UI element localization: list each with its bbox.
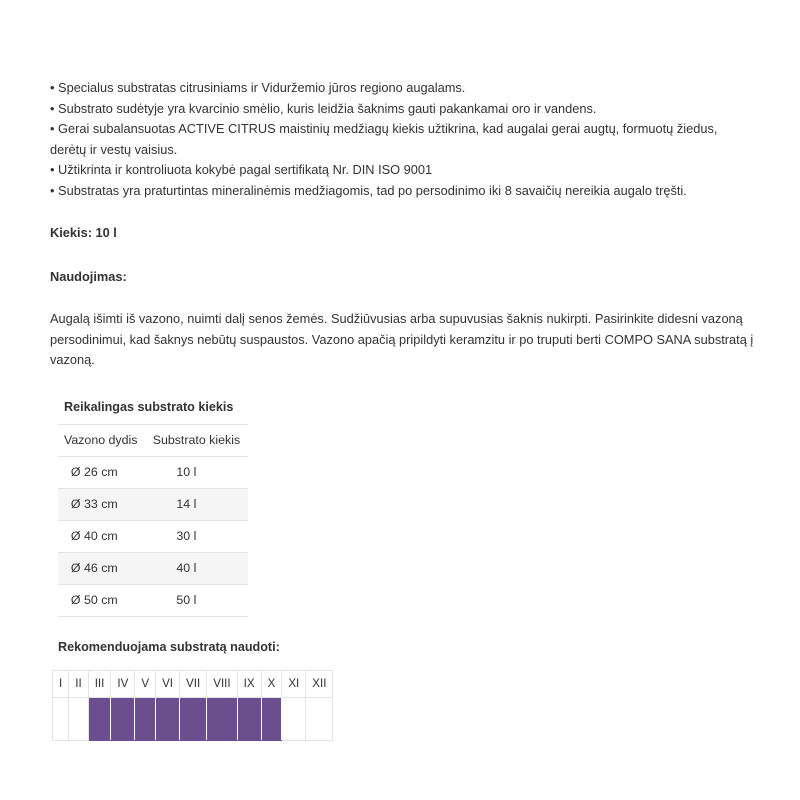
calendar-month-label: VI [156,670,180,697]
calendar-month-label: VII [180,670,207,697]
calendar-cell [156,697,180,740]
usage-instructions: Augalą išimti iš vazono, nuimti dalį senos žemės. Sudžiūvusias arba supuvusias šaknis nukirpti. Pasirinkite didesni vazoną persodinimui, kad šaknys nebūtų suspaustos. Vazono apačią pripildyti keramzitu ir po truputi berti COMPO SANA substratą į vazoną. [50,311,754,367]
calendar-month-label: XI [282,670,306,697]
feature-item: • Užtikrinta ir kontroliuota kokybė pagal sertifikatą Nr. DIN ISO 9001 [50,162,433,177]
table-row [58,584,248,616]
cell-pot-size: Ø 33 cm [58,488,145,520]
calendar-month-label: III [88,670,111,697]
cell-amount: 14 l [145,488,248,520]
calendar-month-label: IV [111,670,135,697]
calendar-cell [111,697,135,740]
table-row [58,520,248,552]
usage-calendar [52,670,333,741]
calendar-month-label: V [135,670,156,697]
calendar-cell [135,697,156,740]
table-row [58,552,248,584]
calendar-cell [282,697,306,740]
quantity-label: Kiekis: 10 l [50,225,117,240]
substrate-table [58,424,248,617]
calendar-header-row [53,670,333,697]
column-header-amount: Substrato kiekis [145,424,248,456]
table-row [58,488,248,520]
calendar-cell [207,697,237,740]
calendar-month-label: X [261,670,282,697]
calendar-cell [88,697,111,740]
cell-pot-size: Ø 46 cm [58,552,145,584]
calendar-cell [180,697,207,740]
calendar-month-label: VIII [207,670,237,697]
table-row [58,456,248,488]
calendar-cell [53,697,69,740]
cell-amount: 50 l [145,584,248,616]
table-header-row [58,424,248,456]
calendar-cell [69,697,88,740]
cell-pot-size: Ø 26 cm [58,456,145,488]
cell-amount: 40 l [145,552,248,584]
calendar-cell [261,697,282,740]
feature-item: • Substrato sudėtyje yra kvarcinio smėlio, kuris leidžia šaknims gauti pakankamai oro ir vandens. [50,100,597,116]
feature-item: • Substratas yra praturtintas mineralinėmis medžiagomis, tad po persodinimo iki 8 savaičių nereikia augalo tręšti. [50,182,687,198]
feature-item: • Specialus substratas citrusiniams ir Viduržemio jūros regiono augalams. [50,80,466,95]
calendar-month-label: XII [306,670,333,697]
cell-pot-size: Ø 40 cm [58,520,145,552]
feature-list [50,78,750,201]
calendar-month-label: IX [237,670,261,697]
usage-calendar-section [52,670,800,741]
substrate-table-section [58,399,248,617]
calendar-value-row [53,697,333,740]
cell-pot-size: Ø 50 cm [58,584,145,616]
cell-amount: 30 l [145,520,248,552]
calendar-month-label: I [53,670,69,697]
substrate-table-title: Reikalingas substrato kiekis [64,399,234,414]
calendar-cell [306,697,333,740]
calendar-cell [237,697,261,740]
calendar-month-label: II [69,670,88,697]
cell-amount: 10 l [145,456,248,488]
feature-item: • Gerai subalansuotas ACTIVE CITRUS maistinių medžiagų kiekis užtikrina, kad augalai gerai augtų, formuotų žiedus, derėtų ir vestų vaisius. [50,121,718,157]
calendar-title: Rekomenduojama substratą naudoti: [58,639,280,654]
usage-heading: Naudojimas: [50,269,127,284]
column-header-pot-size: Vazono dydis [58,424,145,456]
